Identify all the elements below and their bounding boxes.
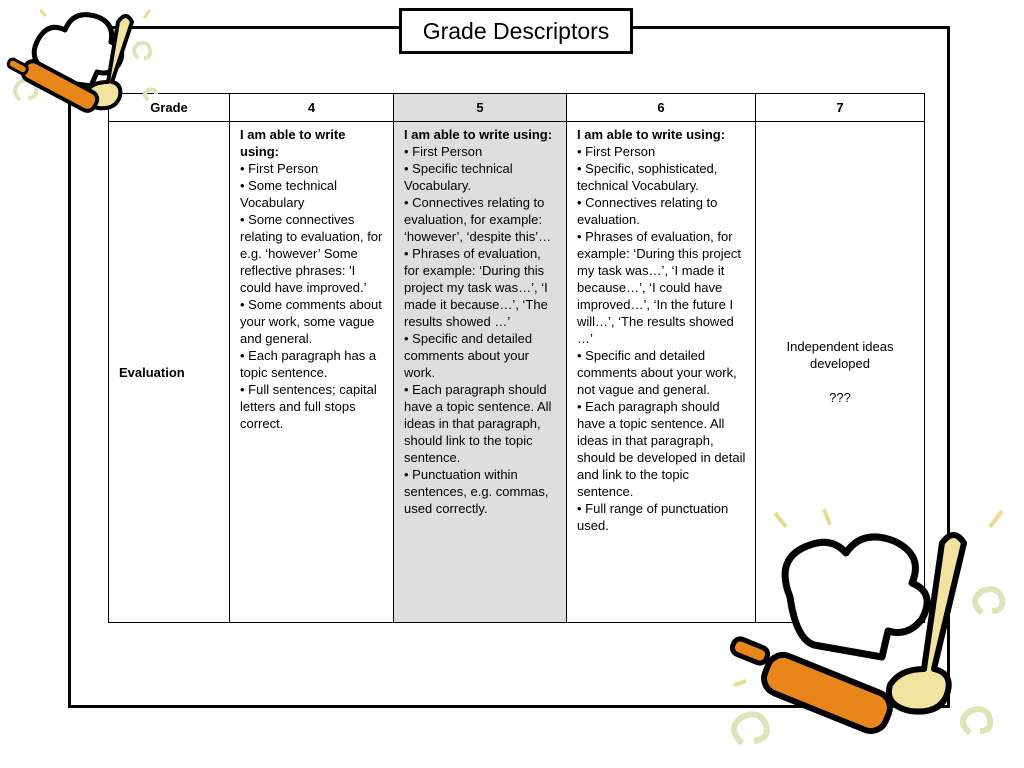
grade-4-item: • Some comments about your work, some vague and general. [240,297,382,346]
grade-7-question: ??? [829,390,851,405]
grade-4-item: • Some technical Vocabulary [240,178,338,210]
grade-4-descriptor [230,122,394,623]
grade-4-item: • First Person [240,161,319,176]
header-row [109,94,925,122]
grade-6-lead: I am able to write using: [577,127,726,142]
chef-hat-icon [785,537,927,657]
grade-5-item: • First Person [404,144,483,159]
grade-6-item: • Specific and detailed comments about your work, not vague and general. [577,348,737,397]
header-grade: Grade [109,94,230,122]
grade-5-item: • Punctuation within sentences, e.g. commas, used correctly. [404,467,549,516]
header-grade-5: 5 [394,94,567,122]
grade-5-lead: I am able to write using: [404,127,553,142]
grade-6-item: • Connectives relating to evaluation. [577,195,718,227]
grade-5-item: • Connectives relating to evaluation, for example: ‘however’, ‘despite this’… [404,195,552,244]
header-grade-7: 7 [756,94,925,122]
grade-6-item: • Phrases of evaluation, for example: ‘During this project my task was…’, ‘I made it because…’, ‘I could have improved…’, ‘In the future I will…’, ‘The results showed …’ [577,229,742,346]
grade-6-item: • Full range of punctuation used. [577,501,729,533]
grade-4-item: • Each paragraph has a topic sentence. [240,348,377,380]
page-title: Grade Descriptors [399,8,633,54]
grade-4-item: • Full sentences; capital letters and full stops correct. [240,382,377,431]
grade-6-item: • First Person [577,144,656,159]
grade-5-item: • Specific and detailed comments about your work. [404,331,533,380]
grade-4-item: • Some connectives relating to evaluation, for e.g. ‘however’ Some reflective phrases: 'I could have improved.’ [240,212,383,295]
header-grade-4: 4 [230,94,394,122]
grade-5-item: • Specific technical Vocabulary. [404,161,513,193]
grade-5-item: • Each paragraph should have a topic sentence. All ideas in that paragraph, should link to the topic sentence. [404,382,552,465]
grade-6-item: • Specific, sophisticated, technical Vocabulary. [577,161,718,193]
grade-5-descriptor [394,122,567,623]
header-grade-6: 6 [567,94,756,122]
grade-6-item: • Each paragraph should have a topic sentence. All ideas in that paragraph, should be developed in detail and link to the topic sentence. [577,399,746,499]
kitchen-clipart-bottom-right [720,505,1020,765]
grade-4-lead: I am able to write using: [240,127,346,159]
grade-7-line: Independent ideas developed [786,339,894,371]
row-label-evaluation: Evaluation [109,122,230,623]
grade-5-item: • Phrases of evaluation, for example: ‘During this project my task was…’, ‘I made it because…’, ‘The results showed …’ [404,246,548,329]
kitchen-clipart-top-left [0,0,160,125]
